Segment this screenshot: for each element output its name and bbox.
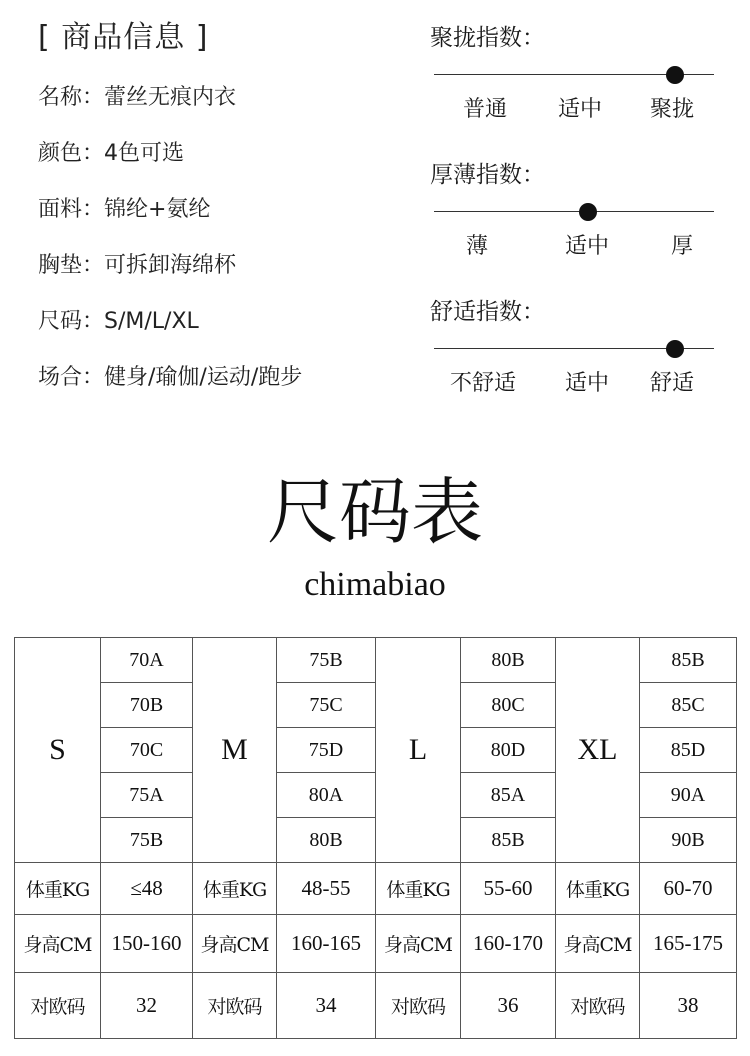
push-up-index (430, 22, 720, 159)
cup-cell: 85B (640, 638, 737, 683)
info-row-size (38, 302, 398, 358)
height-label: 身高CM (376, 915, 461, 973)
scale-label-mid: 适中 (564, 371, 610, 396)
cup-cell: 85D (640, 728, 737, 773)
index-title: 舒适指数： (430, 299, 545, 325)
weight-label: 体重KG (193, 863, 277, 915)
scale-label-high: 厚 (670, 234, 694, 259)
info-row-pad (38, 246, 398, 302)
height-value: 160-165 (277, 915, 376, 973)
cup-cell: 75D (277, 728, 376, 773)
info-value: 健身/瑜伽/运动/跑步 (104, 365, 303, 390)
cup-cell: 85A (461, 773, 556, 818)
info-value: S/M/L/XL (104, 309, 199, 334)
height-value: 165-175 (640, 915, 737, 973)
info-key: 尺码： (38, 309, 105, 334)
product-info-section (38, 18, 398, 414)
cup-cell: 70B (101, 683, 193, 728)
indices-section (430, 22, 720, 433)
cup-cell: 90A (640, 773, 737, 818)
cup-cell: 85B (461, 818, 556, 863)
info-value: 4色可选 (104, 141, 185, 166)
eu-label: 对欧码 (15, 973, 101, 1039)
cup-cell: 80A (277, 773, 376, 818)
height-value: 160-170 (461, 915, 556, 973)
index-title: 厚薄指数： (430, 162, 545, 188)
index-title: 聚拢指数： (430, 25, 545, 51)
info-key: 面料： (38, 197, 105, 222)
info-row-color (38, 134, 398, 190)
cup-cell: 80C (461, 683, 556, 728)
cup-cell: 70C (101, 728, 193, 773)
cup-cell: 75C (277, 683, 376, 728)
index-marker (666, 340, 684, 358)
scale-label-mid: 适中 (557, 97, 603, 122)
height-label: 身高CM (556, 915, 640, 973)
weight-value: ≤48 (101, 863, 193, 915)
weight-label: 体重KG (376, 863, 461, 915)
index-scale-line (434, 74, 714, 75)
eu-value: 36 (461, 973, 556, 1039)
eu-value: 34 (277, 973, 376, 1039)
info-row-name (38, 78, 398, 134)
info-value: 蕾丝无痕内衣 (104, 85, 237, 110)
height-label: 身高CM (193, 915, 277, 973)
scale-label-high: 聚拢 (649, 97, 695, 122)
info-key: 胸垫： (38, 253, 105, 278)
info-key: 场合： (38, 365, 105, 390)
cup-cell: 80B (277, 818, 376, 863)
index-scale-labels (430, 229, 720, 263)
weight-label: 体重KG (15, 863, 101, 915)
comfort-index (430, 296, 720, 433)
height-value: 150-160 (101, 915, 193, 973)
info-row-fabric (38, 190, 398, 246)
scale-label-high: 舒适 (649, 371, 695, 396)
table-row-height (15, 915, 737, 973)
cup-cell: 80B (461, 638, 556, 683)
index-marker (666, 66, 684, 84)
scale-label-low: 薄 (465, 234, 489, 259)
size-chart-title: 尺码表 (266, 470, 483, 554)
table-row (15, 638, 737, 683)
index-scale-labels (430, 366, 720, 400)
size-label: L (376, 638, 461, 863)
size-label: XL (556, 638, 640, 863)
table-row-eu (15, 973, 737, 1039)
size-chart-subtitle: chimabiao (304, 566, 446, 603)
eu-value: 38 (640, 973, 737, 1039)
cup-cell: 85C (640, 683, 737, 728)
cup-cell: 90B (640, 818, 737, 863)
index-scale-labels (430, 92, 720, 126)
eu-label: 对欧码 (376, 973, 461, 1039)
eu-label: 对欧码 (193, 973, 277, 1039)
index-scale-line (434, 211, 714, 212)
info-key: 名称： (38, 85, 105, 110)
thickness-index (430, 159, 720, 296)
eu-label: 对欧码 (556, 973, 640, 1039)
index-scale-line (434, 348, 714, 349)
cup-cell: 75A (101, 773, 193, 818)
weight-value: 55-60 (461, 863, 556, 915)
info-key: 颜色： (38, 141, 105, 166)
height-label: 身高CM (15, 915, 101, 973)
weight-value: 48-55 (277, 863, 376, 915)
cup-cell: 70A (101, 638, 193, 683)
product-info-title: [ 商品信息 ] (38, 20, 209, 55)
info-value: 锦纶+氨纶 (104, 197, 211, 222)
weight-value: 60-70 (640, 863, 737, 915)
size-table (14, 637, 737, 1039)
size-label: S (15, 638, 101, 863)
cup-cell: 75B (101, 818, 193, 863)
table-row-weight (15, 863, 737, 915)
cup-cell: 80D (461, 728, 556, 773)
scale-label-mid: 适中 (564, 234, 610, 259)
cup-cell: 75B (277, 638, 376, 683)
eu-value: 32 (101, 973, 193, 1039)
info-value: 可拆卸海绵杯 (104, 253, 237, 278)
weight-label: 体重KG (556, 863, 640, 915)
scale-label-low: 普通 (462, 97, 508, 122)
size-label: M (193, 638, 277, 863)
info-row-occasion (38, 358, 398, 414)
scale-label-low: 不舒适 (449, 371, 517, 396)
index-marker (579, 203, 597, 221)
